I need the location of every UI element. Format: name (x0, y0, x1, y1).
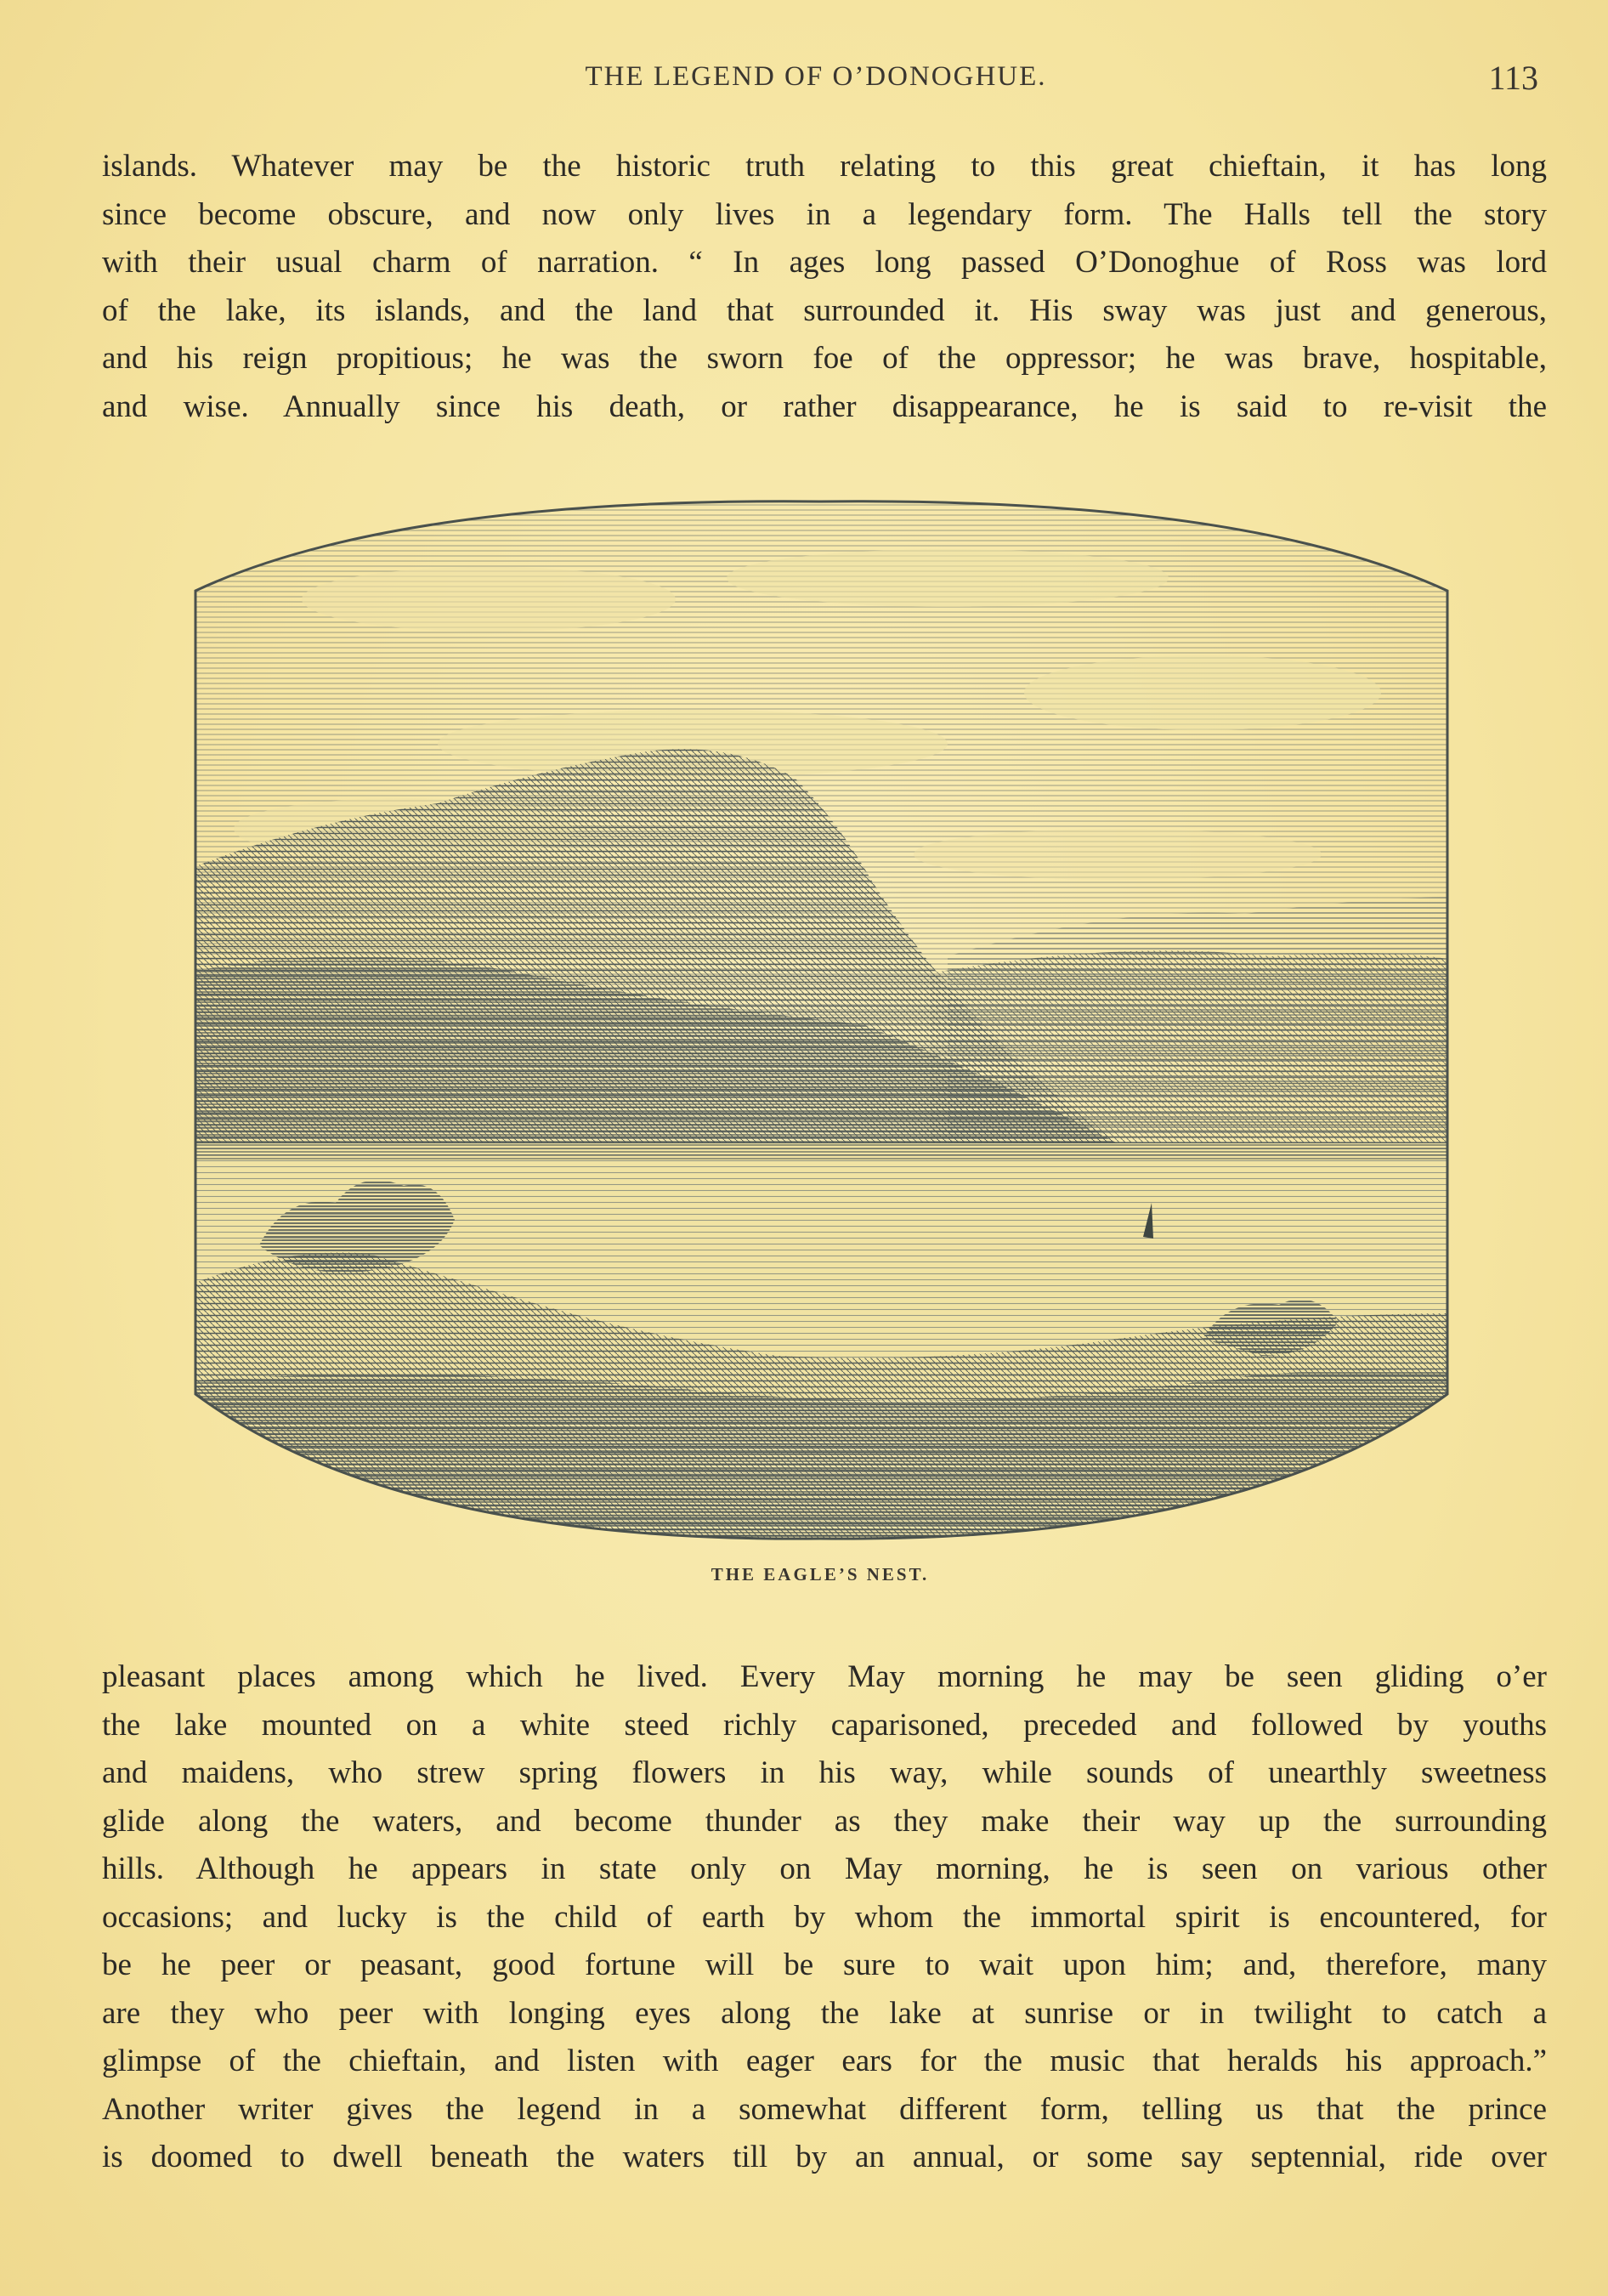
text-line: are they who peer with longing eyes along the lake at sunrise or in twilight to catch a (102, 1995, 1547, 2031)
text-line: of the lake, its islands, and the land that surrounded it. His sway was just and generous, (102, 292, 1547, 328)
text-line: the lake mounted on a white steed richly caparisoned, preceded and followed by youths (102, 1707, 1547, 1743)
text-line: is doomed to dwell beneath the waters till by an annual, or some say septennial, ride over (102, 2140, 1547, 2174)
text-line: glimpse of the chieftain, and listen with eager ears for the music that heralds his approach.” (102, 2044, 1547, 2078)
text-line: and maidens, who strew spring flowers in his way, while sounds of unearthly sweetness (102, 1755, 1547, 1790)
text-line: occasions; and lucky is the child of earth by whom the immortal spirit is encountered, for (102, 1899, 1547, 1935)
text-line: islands. Whatever may be the historic truth relating to this great chieftain, it has long (102, 149, 1547, 184)
paragraph-top (102, 143, 1547, 431)
text-line: hills. Although he appears in state only on May morning, he is seen on various other (102, 1851, 1547, 1886)
text-line: be he peer or peasant, good fortune will be sure to wait upon him; and, therefore, many (102, 1947, 1547, 1982)
text-line: pleasant places among which he lived. Every May morning he may be seen gliding o’er (102, 1659, 1547, 1694)
text-line: with their usual charm of narration. “ In ages long passed O’Donoghue of Ross was lord (102, 245, 1547, 280)
text-line: and wise. Annually since his death, or rather disappearance, he is said to re-visit the (102, 388, 1547, 424)
text-line: glide along the waters, and become thunder as they make their way up the surrounding (102, 1803, 1547, 1839)
running-title: THE LEGEND OF O’DONOGHUE. (585, 61, 1047, 92)
running-head (93, 61, 1538, 104)
paragraph-bottom (102, 1653, 1547, 2182)
figure-caption: THE EAGLE’S NEST. (711, 1564, 930, 1585)
engraving-figure (183, 497, 1458, 1585)
page-number: 113 (1488, 59, 1538, 97)
text-line: since become obscure, and now only lives in a legendary form. The Halls tell the story (102, 196, 1547, 232)
text-line: Another writer gives the legend in a somewhat different form, telling us that the prince (102, 2091, 1547, 2127)
eagles-nest-engraving (183, 497, 1458, 1551)
text-line: and his reign propitious; he was the sworn foe of the oppressor; he was brave, hospitable, (102, 341, 1547, 376)
